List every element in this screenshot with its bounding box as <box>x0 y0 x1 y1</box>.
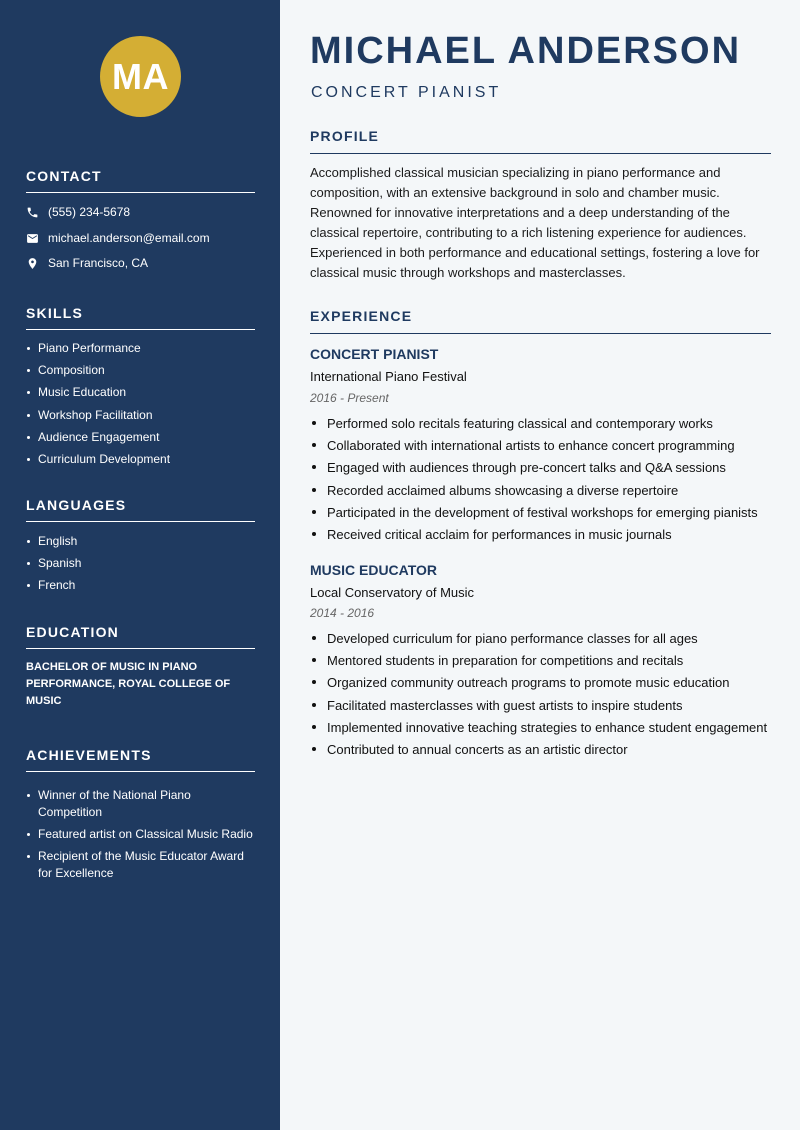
education-heading: EDUCATION <box>26 624 255 649</box>
job-bullet: Mentored students in preparation for competitions and recitals <box>310 652 775 669</box>
phone-text: (555) 234-5678 <box>48 205 131 219</box>
job-bullet: Engaged with audiences through pre-concert talks and Q&A sessions <box>310 459 775 476</box>
job-bullet: Organized community outreach programs to promote music education <box>310 674 775 691</box>
job-bullets <box>310 630 775 763</box>
sidebar <box>0 0 280 1130</box>
main-content <box>280 0 800 1130</box>
achievement-item: Featured artist on Classical Music Radio <box>26 826 258 843</box>
avatar <box>100 36 181 117</box>
job-bullet: Participated in the development of festival workshops for emerging pianists <box>310 504 775 521</box>
job-bullet: Implemented innovative teaching strategies to enhance student engagement <box>310 719 775 736</box>
education-degree: BACHELOR OF MUSIC IN PIANO PERFORMANCE, ROYAL COLLEGE OF MUSIC <box>26 661 231 707</box>
job-title: CONCERT PIANIST <box>310 346 439 362</box>
skill-item: Composition <box>26 362 258 379</box>
skills-list <box>26 340 258 473</box>
job-bullet: Recorded acclaimed albums showcasing a diverse repertoire <box>310 482 775 499</box>
achievements-heading: ACHIEVEMENTS <box>26 747 255 772</box>
experience-heading: EXPERIENCE <box>310 308 771 334</box>
languages-list <box>26 533 258 600</box>
language-item: English <box>26 533 258 550</box>
job-bullets <box>310 415 775 548</box>
avatar-initials: MA <box>112 55 169 97</box>
job-bullet: Collaborated with international artists to enhance concert programming <box>310 437 775 454</box>
mail-icon <box>26 232 39 245</box>
contact-phone[interactable] <box>26 204 130 220</box>
job-bullet: Received critical acclaim for performances in music journals <box>310 526 775 543</box>
job-company: Local Conservatory of Music <box>310 585 475 600</box>
candidate-name: MICHAEL ANDERSON <box>310 30 742 72</box>
skill-item: Piano Performance <box>26 340 258 357</box>
profile-text: Accomplished classical musician specializing in piano performance and composition, with an extensive background in solo and chamber music. Renowned for innovative interpretations and a deep understanding of the classical repertoire, contributing to a rich listening experience for audiences. Experienced in both performance and educational settings, fostering a love for classical music through workshops and masterclasses. <box>310 165 760 280</box>
candidate-title: CONCERT PIANIST <box>311 84 502 101</box>
achievement-item: Recipient of the Music Educator Award for Excellence <box>26 848 258 882</box>
email-text: michael.anderson@email.com <box>48 231 210 245</box>
job-bullet: Contributed to annual concerts as an artistic director <box>310 741 775 758</box>
skill-item: Music Education <box>26 384 258 401</box>
job-bullet: Performed solo recitals featuring classical and contemporary works <box>310 415 775 432</box>
phone-icon <box>26 206 39 219</box>
language-item: Spanish <box>26 555 258 572</box>
profile-heading: PROFILE <box>310 128 771 154</box>
skills-heading: SKILLS <box>26 305 255 330</box>
language-item: French <box>26 577 258 594</box>
job-bullet: Developed curriculum for piano performance classes for all ages <box>310 630 775 647</box>
location-text: San Francisco, CA <box>48 256 149 270</box>
contact-location <box>26 255 148 271</box>
job-title: MUSIC EDUCATOR <box>310 562 438 578</box>
job-dates: 2014 - 2016 <box>310 606 375 620</box>
contact-email[interactable] <box>26 230 210 246</box>
languages-heading: LANGUAGES <box>26 497 255 522</box>
job-dates: 2016 - Present <box>310 391 389 405</box>
contact-heading: CONTACT <box>26 168 255 193</box>
achievement-item: Winner of the National Piano Competition <box>26 787 258 821</box>
skill-item: Workshop Facilitation <box>26 407 258 424</box>
location-pin-icon <box>26 257 39 270</box>
skill-item: Audience Engagement <box>26 429 258 446</box>
job-company: International Piano Festival <box>310 369 467 384</box>
skill-item: Curriculum Development <box>26 451 258 468</box>
job-bullet: Facilitated masterclasses with guest artists to inspire students <box>310 697 775 714</box>
achievements-list <box>26 787 258 888</box>
